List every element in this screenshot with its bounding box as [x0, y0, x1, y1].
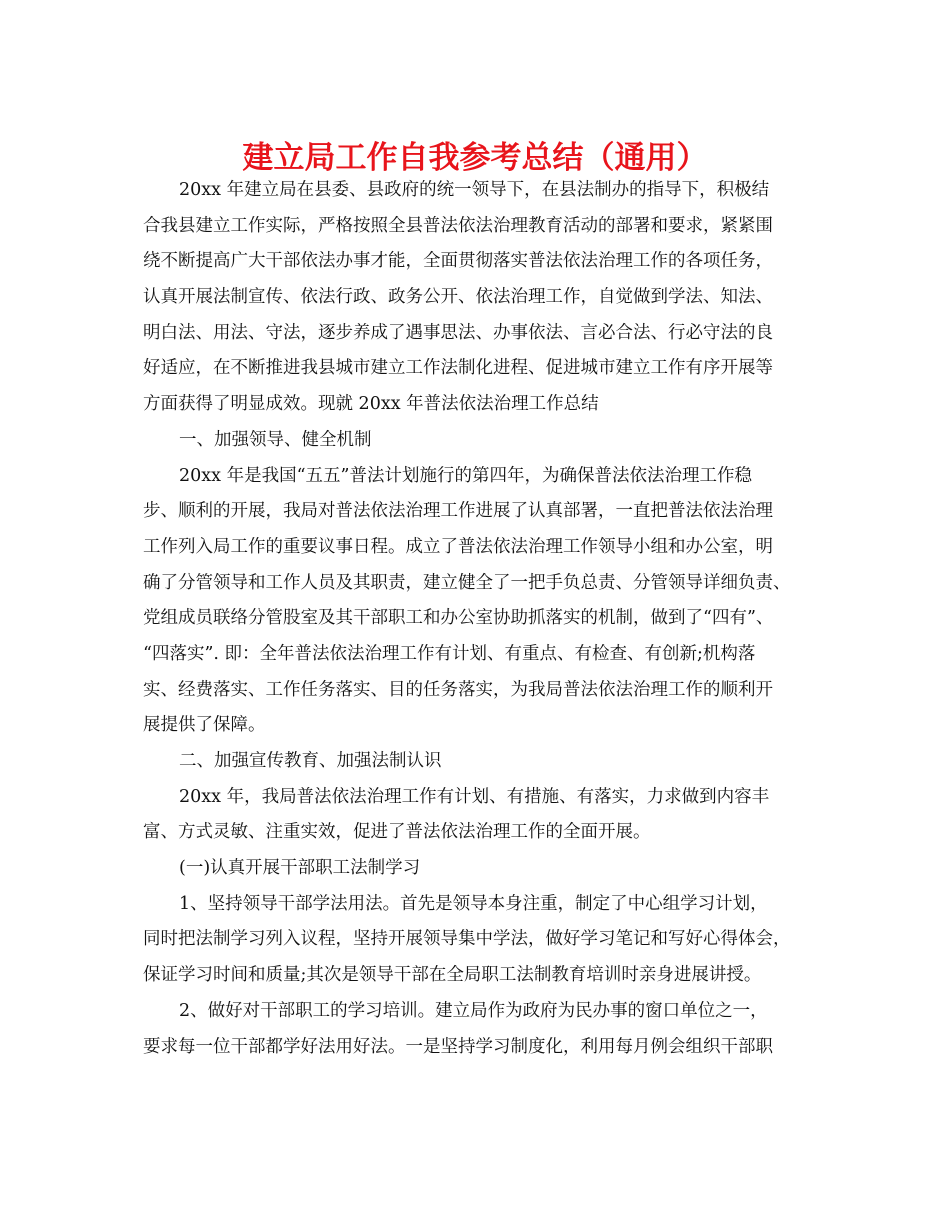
section-heading-1	[143, 423, 819, 459]
paragraph-item-2	[143, 994, 819, 1065]
text-line: 确了分管领导和工作人员及其职责，建立健全了一把手负总责、分管领导详细负责、	[143, 572, 791, 593]
text-line: 步、顺利的开展，我局对普法依法治理工作进展了认真部署，一直把普法依法治理	[143, 501, 773, 522]
document-body	[143, 173, 819, 1065]
paragraph-item-1	[143, 887, 819, 994]
text-line: 实、经费落实、工作任务落实、目的任务落实，为我局普法依法治理工作的顺利开	[143, 679, 773, 700]
heading-line: (一)认真开展干部职工法制学习	[179, 858, 421, 879]
text-line: 工作列入局工作的重要议事日程。成立了普法依法治理工作领导小组和办公室，明	[143, 536, 773, 557]
paragraph-section-2	[143, 780, 819, 851]
text-line: 要求每一位干部都学好法用好法。一是坚持学习制度化，利用每月例会组织干部职	[143, 1036, 773, 1057]
document-title: 建立局工作自我参考总结（通用）	[242, 140, 708, 176]
heading-line: 一、加强领导、健全机制	[179, 429, 372, 450]
paragraph-intro	[143, 173, 819, 423]
text-line: 明白法、用法、守法，逐步养成了遇事思法、办事依法、言必合法、行必守法的良	[143, 322, 773, 343]
text-line: 20xx 年建立局在县委、县政府的统一领导下，在县法制办的指导下，积极结	[179, 180, 770, 200]
heading-line: 二、加强宣传教育、加强法制认识	[179, 751, 442, 771]
text-line: 好适应，在不断推进我县城市建立工作法制化进程、促进城市建立工作有序开展等	[143, 358, 773, 379]
paragraph-section-1	[143, 459, 819, 745]
text-line: 绕不断提高广大干部依法办事才能，全面贯彻落实普法依法治理工作的各项任务，	[143, 251, 773, 272]
text-line: 1、坚持领导干部学法用法。首先是领导本身注重，制定了中心组学习计划，	[179, 893, 768, 914]
text-line: 认真开展法制宣传、依法行政、政务公开、依法治理工作，自觉做到学法、知法、	[143, 287, 773, 308]
text-line: 20xx 年，我局普法依法治理工作有计划、有措施、有落实，力求做到内容丰	[179, 786, 770, 807]
text-line: 同时把法制学习列入议程，坚持开展领导集中学法，做好学习笔记和写好心得体会，	[143, 929, 791, 950]
subsection-heading-1	[143, 851, 819, 887]
section-heading-2	[143, 744, 819, 780]
text-line: 党组成员联络分管股室及其干部职工和办公室协助抓落实的机制，做到了“四有”、	[143, 608, 774, 629]
text-line: 展提供了保障。	[143, 715, 266, 736]
text-line: 20xx 年是我国“五五”普法计划施行的第四年，为确保普法依法治理工作稳	[179, 465, 752, 486]
text-line: 合我县建立工作实际，严格按照全县普法依法治理教育活动的部署和要求，紧紧围	[143, 215, 773, 236]
text-line: “四落实”. 即：全年普法依法治理工作有计划、有重点、有检查、有创新;机构落	[143, 643, 756, 664]
text-line: 2、做好对干部职工的学习培训。建立局作为政府为民办事的窗口单位之一，	[179, 1000, 768, 1021]
text-line: 富、方式灵敏、注重实效，促进了普法依法治理工作的全面开展。	[143, 822, 651, 843]
text-line: 方面获得了明显成效。现就 20xx 年普法依法治理工作总结	[143, 394, 599, 415]
text-line: 保证学习时间和质量;其次是领导干部在全局职工法制教育培训时亲身进展讲授。	[143, 965, 762, 986]
